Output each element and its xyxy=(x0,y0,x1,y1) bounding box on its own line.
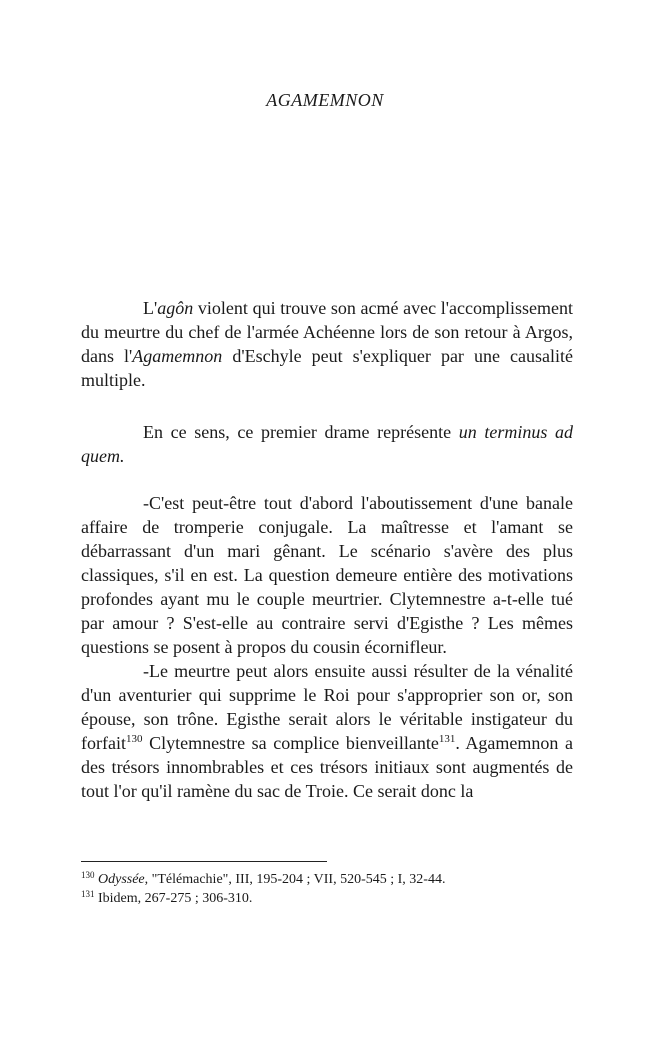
paragraph-terminus xyxy=(81,420,573,468)
paragraph-intro-italic-agon: agôn xyxy=(157,298,194,318)
footnote-130 xyxy=(81,870,573,889)
footnote-text: Ibidem, 267-275 ; 306-310. xyxy=(94,891,253,906)
footnote-ref-130[interactable]: 130 xyxy=(125,733,143,745)
paragraph-intro-text-3: d'Eschyle peut s'expliquer par une causalité multiple. xyxy=(81,346,573,390)
paragraph-venality xyxy=(81,659,573,803)
paragraph-intro-text-2: violent qui trouve son acmé avec l'accomplissement du meurtre du chef de l'armée Achéenne lors de son retour à Argos, dans l' xyxy=(81,298,573,366)
paragraph-terminus-italic: un terminus ad quem. xyxy=(81,422,573,466)
footnote-number: 131 xyxy=(81,889,95,899)
paragraph-adultery: -C'est peut-être tout d'abord l'aboutissement d'une banale affaire de tromperie conjugale. La maîtresse et l'amant se débarrassant d'un mari gênant. Le scénario s'avère des plus classiques, s'il en est. La question demeure entière des motivations profondes ayant mu le couple meurtrier. Clytemnestre a-t-elle tué par amour ? S'est-elle au contraire servi d'Egisthe ? Les mêmes questions se posent à propos du cousin écornifleur. xyxy=(81,493,573,657)
running-head: AGAMEMNON xyxy=(266,90,384,110)
paragraph-intro xyxy=(81,296,573,392)
footnote-text: , "Télémachie", III, 195-204 ; VII, 520-545 ; I, 32-44. xyxy=(144,872,446,887)
footnotes xyxy=(81,870,573,908)
paragraph-intro-italic-agamemnon: Agamemnon xyxy=(132,346,223,366)
text-block-intro xyxy=(81,296,573,392)
footnote-number: 130 xyxy=(81,870,95,880)
text-block-terminus xyxy=(81,420,573,468)
footnote-ref-131[interactable]: 131 xyxy=(438,733,456,745)
paragraph-intro-text-1: L' xyxy=(143,298,158,318)
paragraph-venality-text-2: Clytemnestre sa complice bienveillante xyxy=(142,733,439,753)
text-block-analysis xyxy=(81,491,573,803)
paragraph-terminus-text: En ce sens, ce premier drame représente xyxy=(143,422,459,442)
footnote-title-odyssee: Odyssée xyxy=(98,872,145,887)
footnote-divider xyxy=(81,861,327,862)
footnote-131 xyxy=(81,889,573,908)
paragraph-venality-text-1: -Le meurtre peut alors ensuite aussi résulter de la vénalité d'un aventurier qui supprime le Roi pour s'approprier son or, son épouse, son trône. Egisthe serait alors le véritable instigateur du forfait xyxy=(81,661,573,753)
paragraph-venality-text-3: . Agamemnon a des trésors innombrables et ces trésors initiaux sont augmentés de tout l'or qu'il ramène du sac de Troie. Ce serait donc la xyxy=(81,733,573,801)
